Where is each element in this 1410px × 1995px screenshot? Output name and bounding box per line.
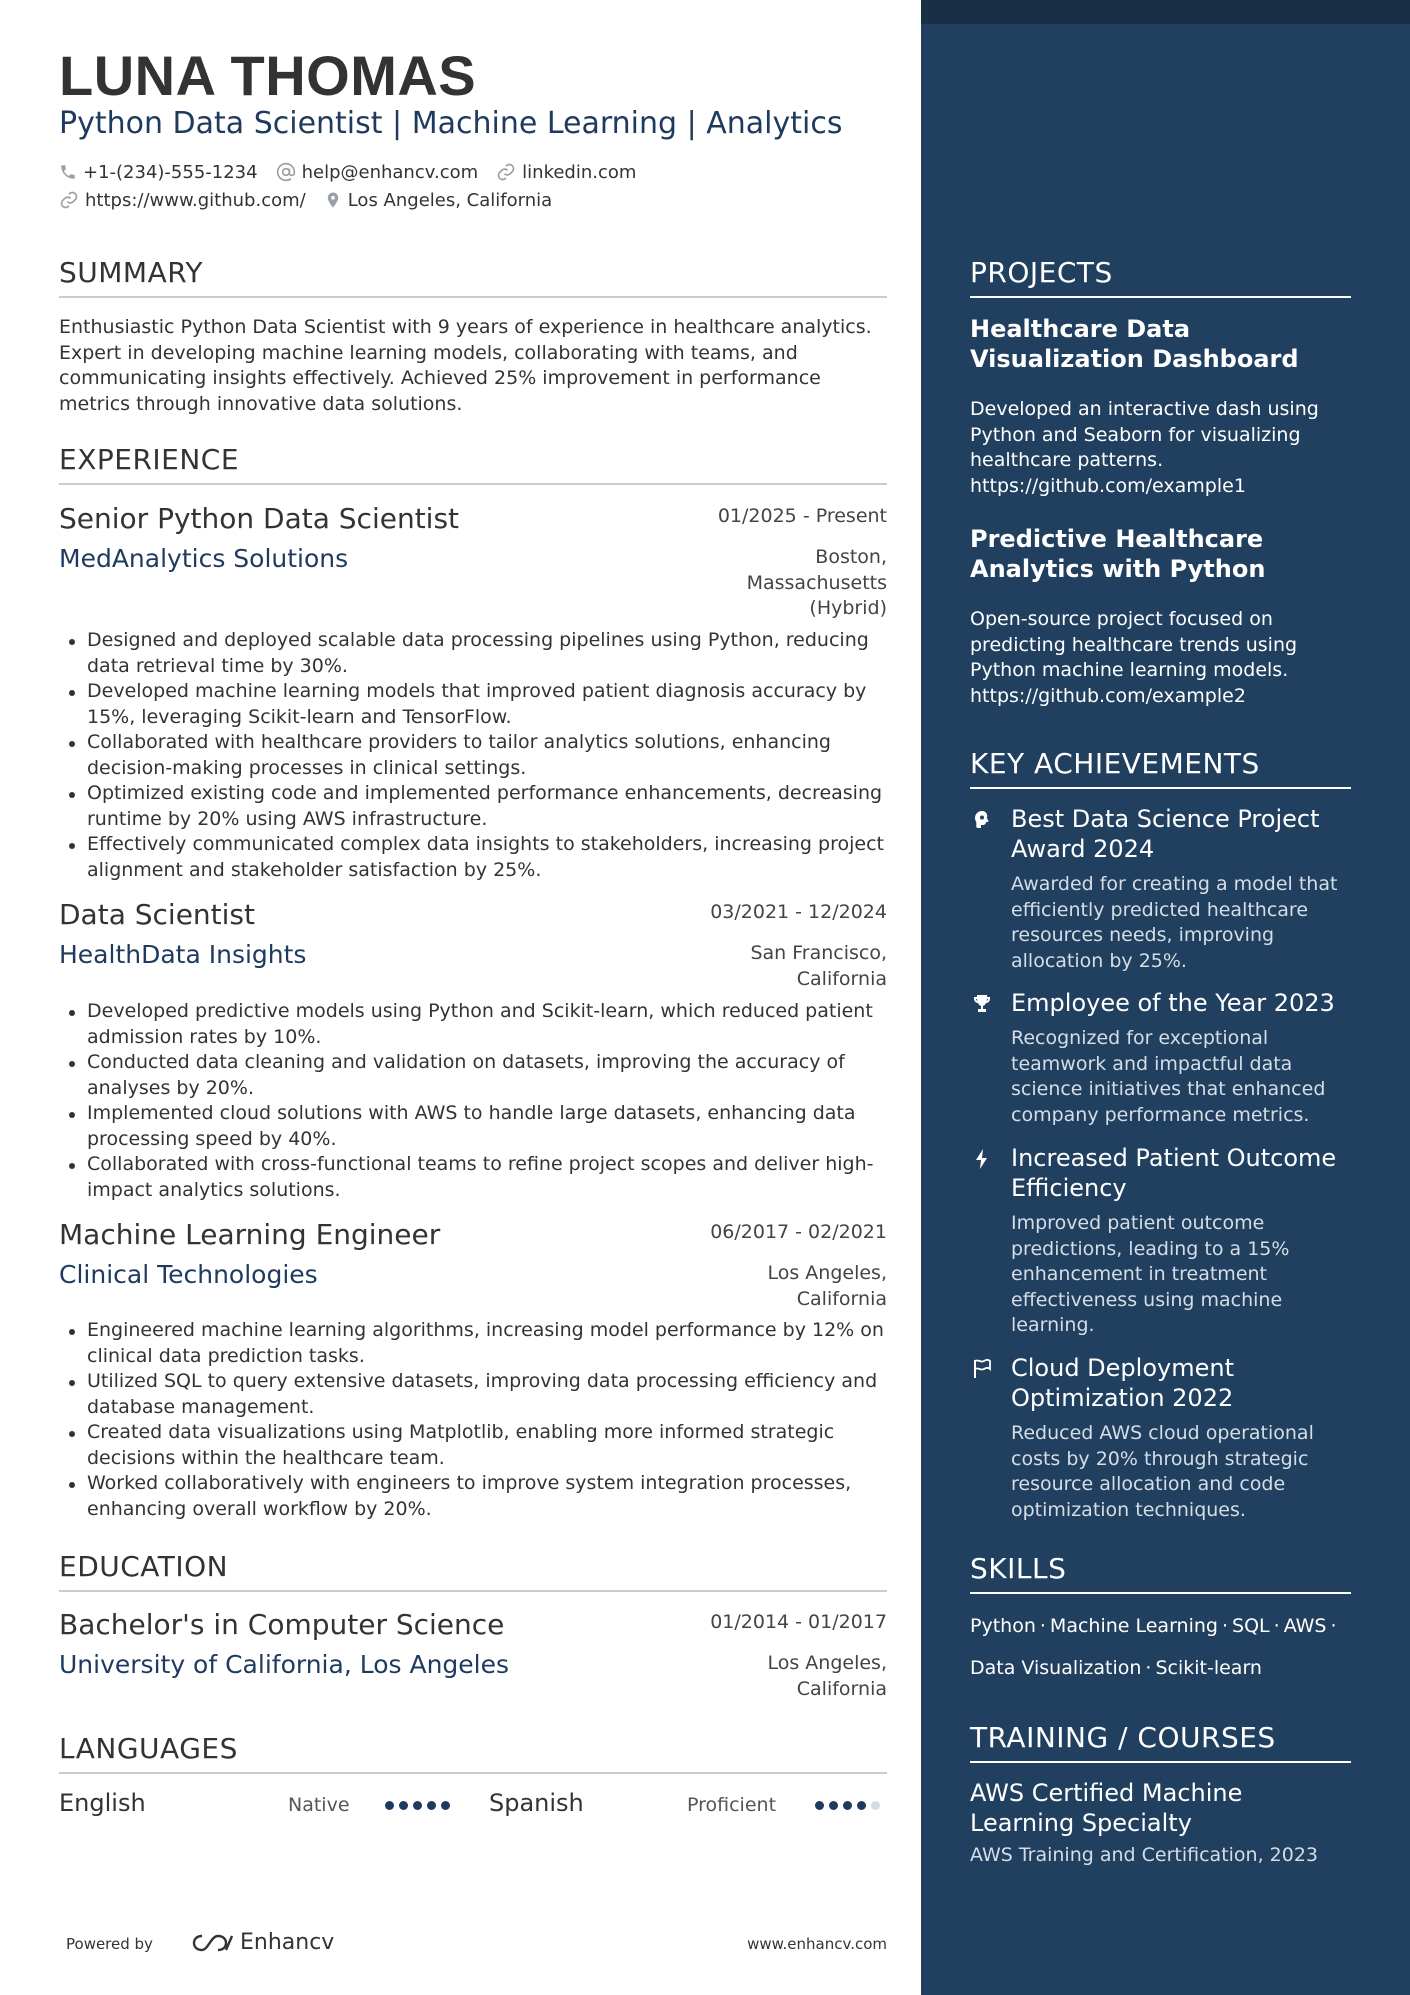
bullet-item: Effectively communicated complex data insights to stakeholders, increasing project alignment and stakeholder satisfaction by 25%. bbox=[59, 832, 887, 883]
achievement-title: Increased Patient Outcome Efficiency bbox=[1011, 1144, 1337, 1202]
achievement-description: Recognized for exceptional teamwork and impactful data science initiatives that enhanced company performance metrics. bbox=[1011, 1027, 1326, 1126]
course-title: AWS Certified Machine Learning Specialty bbox=[970, 1779, 1243, 1837]
bullet-item: Designed and deployed scalable data processing pipelines using Python, reducing data retrieval time by 30%. bbox=[59, 628, 887, 679]
project-description-text: Open-source project focused on predicting healthcare trends using Python machine learning models. bbox=[970, 608, 1298, 681]
skills-list bbox=[970, 1605, 1351, 1689]
job-title: Data Scientist bbox=[59, 898, 255, 931]
skill-separator: · bbox=[1039, 1615, 1046, 1637]
project-link[interactable]: https://github.com/example2 bbox=[970, 684, 1246, 707]
rating-dot-filled bbox=[829, 1801, 838, 1810]
bullet-item: Conducted data cleaning and validation on datasets, improving the accuracy of analyses by 20%. bbox=[59, 1050, 887, 1101]
contact-email[interactable] bbox=[276, 162, 479, 183]
bullet-item: Developed predictive models using Python and Scikit-learn, which reduced patient admission rates by 10%. bbox=[59, 999, 887, 1050]
job-location: San Francisco, California bbox=[750, 942, 887, 990]
summary-heading: SUMMARY bbox=[59, 256, 887, 298]
job-title: Machine Learning Engineer bbox=[59, 1218, 441, 1251]
job-location: Los Angeles, California bbox=[767, 1262, 887, 1310]
education-dates: 01/2014 - 01/2017 bbox=[710, 1611, 887, 1633]
job-bullets bbox=[59, 999, 887, 1203]
skill-item: Scikit-learn bbox=[1155, 1657, 1262, 1679]
achievement-description: Reduced AWS cloud operational costs by 20% through strategic resource allocation and code optimization techniques. bbox=[1011, 1422, 1314, 1521]
job-bullets bbox=[59, 1318, 887, 1522]
linkedin-text: linkedin.com bbox=[522, 161, 637, 183]
github-text: https://www.github.com/ bbox=[85, 189, 306, 211]
enhancv-logo[interactable] bbox=[190, 1930, 334, 1955]
job-location: Boston, Massachusetts (Hybrid) bbox=[746, 546, 887, 619]
achievement-title: Best Data Science Project Award 2024 bbox=[1011, 805, 1320, 863]
job-title: Senior Python Data Scientist bbox=[59, 502, 460, 535]
job-entry bbox=[59, 1217, 887, 1310]
course-provider: AWS Training and Certification, 2023 bbox=[970, 1844, 1319, 1866]
contact-info bbox=[59, 158, 887, 214]
bullet-item: Optimized existing code and implemented performance enhancements, decreasing runtime by 20% using AWS infrastructure. bbox=[59, 781, 887, 832]
achievement-description: Improved patient outcome predictions, leading to a 15% enhancement in treatment effectiveness using machine learning. bbox=[1011, 1212, 1290, 1336]
skill-item: SQL bbox=[1232, 1615, 1270, 1637]
skill-separator: · bbox=[1330, 1615, 1337, 1637]
rating-dot-filled bbox=[843, 1801, 852, 1810]
company-name: MedAnalytics Solutions bbox=[59, 544, 349, 573]
project-description bbox=[970, 607, 1351, 709]
achievement-title: Employee of the Year 2023 bbox=[1011, 989, 1335, 1017]
skill-separator: · bbox=[1145, 1657, 1152, 1679]
headline: Python Data Scientist | Machine Learning | Analytics bbox=[59, 106, 843, 141]
bullet-item: Collaborated with healthcare providers to tailor analytics solutions, enhancing decision-making processes in clinical settings. bbox=[59, 730, 887, 781]
at-icon bbox=[276, 162, 296, 182]
link-icon bbox=[496, 162, 516, 182]
brand-name: Enhancv bbox=[240, 1930, 335, 1955]
phone-text: +1-(234)-555-1234 bbox=[83, 161, 258, 183]
skill-item: Data Visualization bbox=[970, 1657, 1142, 1679]
project-description bbox=[970, 397, 1351, 499]
languages-heading: LANGUAGES bbox=[59, 1732, 887, 1774]
language-level: Proficient bbox=[687, 1794, 777, 1816]
education-location: Los Angeles, California bbox=[767, 1652, 887, 1700]
brain-icon bbox=[970, 808, 994, 832]
contact-location bbox=[324, 190, 552, 211]
infinity-logo-icon bbox=[190, 1931, 236, 1955]
training-heading: TRAINING / COURSES bbox=[970, 1721, 1351, 1763]
rating-dot-filled bbox=[413, 1801, 422, 1810]
job-entry bbox=[59, 501, 887, 619]
contact-github[interactable] bbox=[59, 190, 306, 211]
project-title: Predictive Healthcare Analytics with Python bbox=[970, 525, 1266, 583]
skill-item: Python bbox=[970, 1615, 1036, 1637]
skill-separator: · bbox=[1221, 1615, 1229, 1637]
sidebar-top-band bbox=[921, 0, 1410, 24]
candidate-name: LUNA THOMAS bbox=[59, 44, 477, 107]
skill-item: AWS bbox=[1283, 1615, 1327, 1637]
location-pin-icon bbox=[324, 191, 342, 209]
powered-by-label: Powered by bbox=[66, 1935, 153, 1953]
rating-dot-filled bbox=[399, 1801, 408, 1810]
school-name: University of California, Los Angeles bbox=[59, 1650, 510, 1679]
main-column bbox=[59, 0, 887, 1995]
language-name: English bbox=[59, 1789, 146, 1817]
project-link[interactable]: https://github.com/example1 bbox=[970, 474, 1246, 497]
footer bbox=[66, 1930, 887, 1960]
rating-dot-filled bbox=[857, 1801, 866, 1810]
company-name: Clinical Technologies bbox=[59, 1260, 318, 1289]
rating-dot-empty bbox=[871, 1801, 880, 1810]
languages-list bbox=[59, 1789, 887, 1823]
contact-linkedin[interactable] bbox=[496, 162, 636, 183]
achievement-description: Awarded for creating a model that efficiently predicted healthcare resources needs, improving allocation by 25%. bbox=[1011, 873, 1338, 972]
bullet-item: Created data visualizations using Matplotlib, enabling more informed strategic decisions within the healthcare team. bbox=[59, 1420, 887, 1471]
trophy-icon bbox=[970, 992, 994, 1016]
job-dates: 03/2021 - 12/2024 bbox=[710, 901, 887, 923]
achievements-heading: KEY ACHIEVEMENTS bbox=[970, 747, 1351, 789]
email-text: help@enhancv.com bbox=[301, 161, 479, 183]
location-text: Los Angeles, California bbox=[347, 189, 553, 211]
experience-heading: EXPERIENCE bbox=[59, 443, 887, 485]
language-name: Spanish bbox=[489, 1789, 584, 1817]
bullet-item: Worked collaboratively with engineers to improve system integration processes, enhancing overall workflow by 20%. bbox=[59, 1471, 887, 1522]
flag-icon bbox=[970, 1357, 994, 1381]
achievement-title: Cloud Deployment Optimization 2022 bbox=[1011, 1354, 1234, 1412]
bullet-item: Collaborated with cross-functional teams to refine project scopes and deliver high-impact analytics solutions. bbox=[59, 1152, 887, 1203]
language-level: Native bbox=[288, 1794, 350, 1816]
education-heading: EDUCATION bbox=[59, 1550, 887, 1592]
skills-heading: SKILLS bbox=[970, 1552, 1351, 1594]
lightning-icon bbox=[970, 1147, 994, 1171]
projects-heading: PROJECTS bbox=[970, 256, 1351, 298]
footer-site-link[interactable]: www.enhancv.com bbox=[747, 1935, 887, 1953]
company-name: HealthData Insights bbox=[59, 940, 307, 969]
skill-item: Machine Learning bbox=[1049, 1615, 1218, 1637]
rating-dot-filled bbox=[385, 1801, 394, 1810]
bullet-item: Developed machine learning models that improved patient diagnosis accuracy by 15%, leveraging Scikit-learn and TensorFlow. bbox=[59, 679, 887, 730]
summary-text: Enthusiastic Python Data Scientist with 9 years of experience in healthcare analytics. Expert in developing machine learning models, collaborating with teams, and communicating insights effectively. Achieved 25% improvement in performance metrics through innovative data solutions. bbox=[59, 316, 872, 415]
job-bullets bbox=[59, 628, 887, 883]
bullet-item: Implemented cloud solutions with AWS to handle large datasets, enhancing data processing speed by 40%. bbox=[59, 1101, 887, 1152]
education-entry bbox=[59, 1607, 887, 1700]
contact-phone[interactable] bbox=[59, 162, 258, 183]
rating-dot-filled bbox=[441, 1801, 450, 1810]
language-rating bbox=[815, 1801, 885, 1810]
sidebar bbox=[921, 0, 1410, 1995]
rating-dot-filled bbox=[427, 1801, 436, 1810]
bullet-item: Engineered machine learning algorithms, increasing model performance by 12% on clinical data prediction tasks. bbox=[59, 1318, 887, 1369]
language-rating bbox=[385, 1801, 455, 1810]
phone-icon bbox=[59, 163, 77, 181]
job-entry bbox=[59, 897, 887, 990]
rating-dot-filled bbox=[815, 1801, 824, 1810]
degree: Bachelor's in Computer Science bbox=[59, 1608, 505, 1641]
job-dates: 01/2025 - Present bbox=[717, 505, 887, 527]
skill-separator: · bbox=[1273, 1615, 1280, 1637]
bullet-item: Utilized SQL to query extensive datasets, improving data processing efficiency and database management. bbox=[59, 1369, 887, 1420]
link-icon bbox=[59, 190, 79, 210]
project-description-text: Developed an interactive dash using Python and Seaborn for visualizing healthcare patterns. bbox=[970, 398, 1319, 471]
job-dates: 06/2017 - 02/2021 bbox=[710, 1221, 887, 1243]
project-title: Healthcare Data Visualization Dashboard bbox=[970, 315, 1299, 373]
